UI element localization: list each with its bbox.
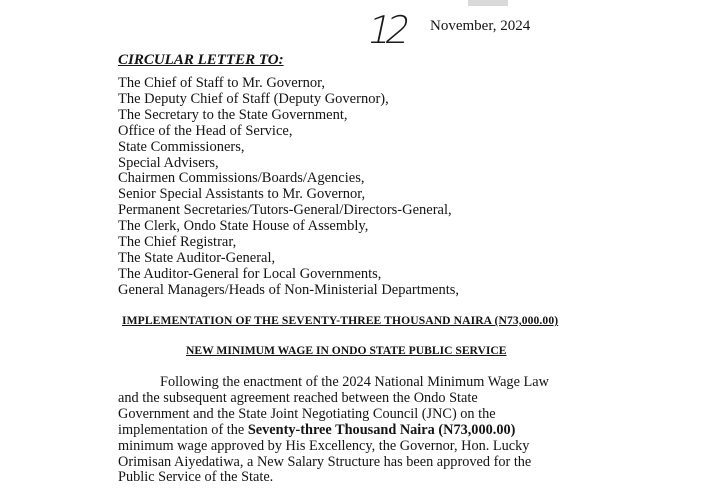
handwritten-day: 12 [363,8,410,52]
recipient-item: Permanent Secretaries/Tutors-General/Directors-General, [118,202,452,219]
recipient-item: State Commissioners, [118,138,245,155]
recipient-item: The Chief Registrar, [118,234,237,251]
recipient-item: The Deputy Chief of Staff (Deputy Governor), [118,90,389,107]
circular-heading: CIRCULAR LETTER TO: [118,52,284,68]
recipient-item: The Secretary to the State Government, [118,106,348,123]
recipient-item: The State Auditor-General, [118,249,276,266]
body-line: Orimisan Aiyedatiwa, a New Salary Structure has been approved for the [118,453,532,470]
recipient-item: Office of the Head of Service, [118,122,293,139]
recipient-item: The Auditor-General for Local Governments, [118,265,382,282]
recipient-item: General Managers/Heads of Non-Ministerial Departments, [118,281,460,298]
date-month-year: November, 2024 [430,18,531,34]
recipient-item: Chairmen Commissions/Boards/Agencies, [118,170,365,187]
recipient-item: Senior Special Assistants to Mr. Governor, [118,186,366,203]
recipient-item: The Chief of Staff to Mr. Governor, [118,75,325,91]
recipient-list [118,76,459,299]
body-line: Government and the State Joint Negotiating Council (JNC) on the [118,405,496,422]
body-paragraph [118,375,614,486]
subject-line-1: IMPLEMENTATION OF THE SEVENTY-THREE THOUSAND NAIRA (N73,000.00) [122,314,559,327]
wage-amount-bold: Seventy-three Thousand Naira (N73,000.00) [247,421,516,438]
body-line [118,423,614,439]
body-line: and the subsequent agreement reached between the Ondo State [118,389,478,406]
body-line: minimum wage approved by His Excellency, the Governor, Hon. Lucky [118,437,530,454]
recipient-item: Special Advisers, [118,154,219,171]
top-edge-mark [468,0,508,6]
body-line: Following the enactment of the 2024 National Minimum Wage Law [160,374,549,390]
subject-line-2: NEW MINIMUM WAGE IN ONDO STATE PUBLIC SERVICE [186,344,507,357]
body-line: Public Service of the State. [118,469,274,486]
body-text: implementation of the [118,421,248,438]
recipient-item: The Clerk, Ondo State House of Assembly, [118,218,369,235]
